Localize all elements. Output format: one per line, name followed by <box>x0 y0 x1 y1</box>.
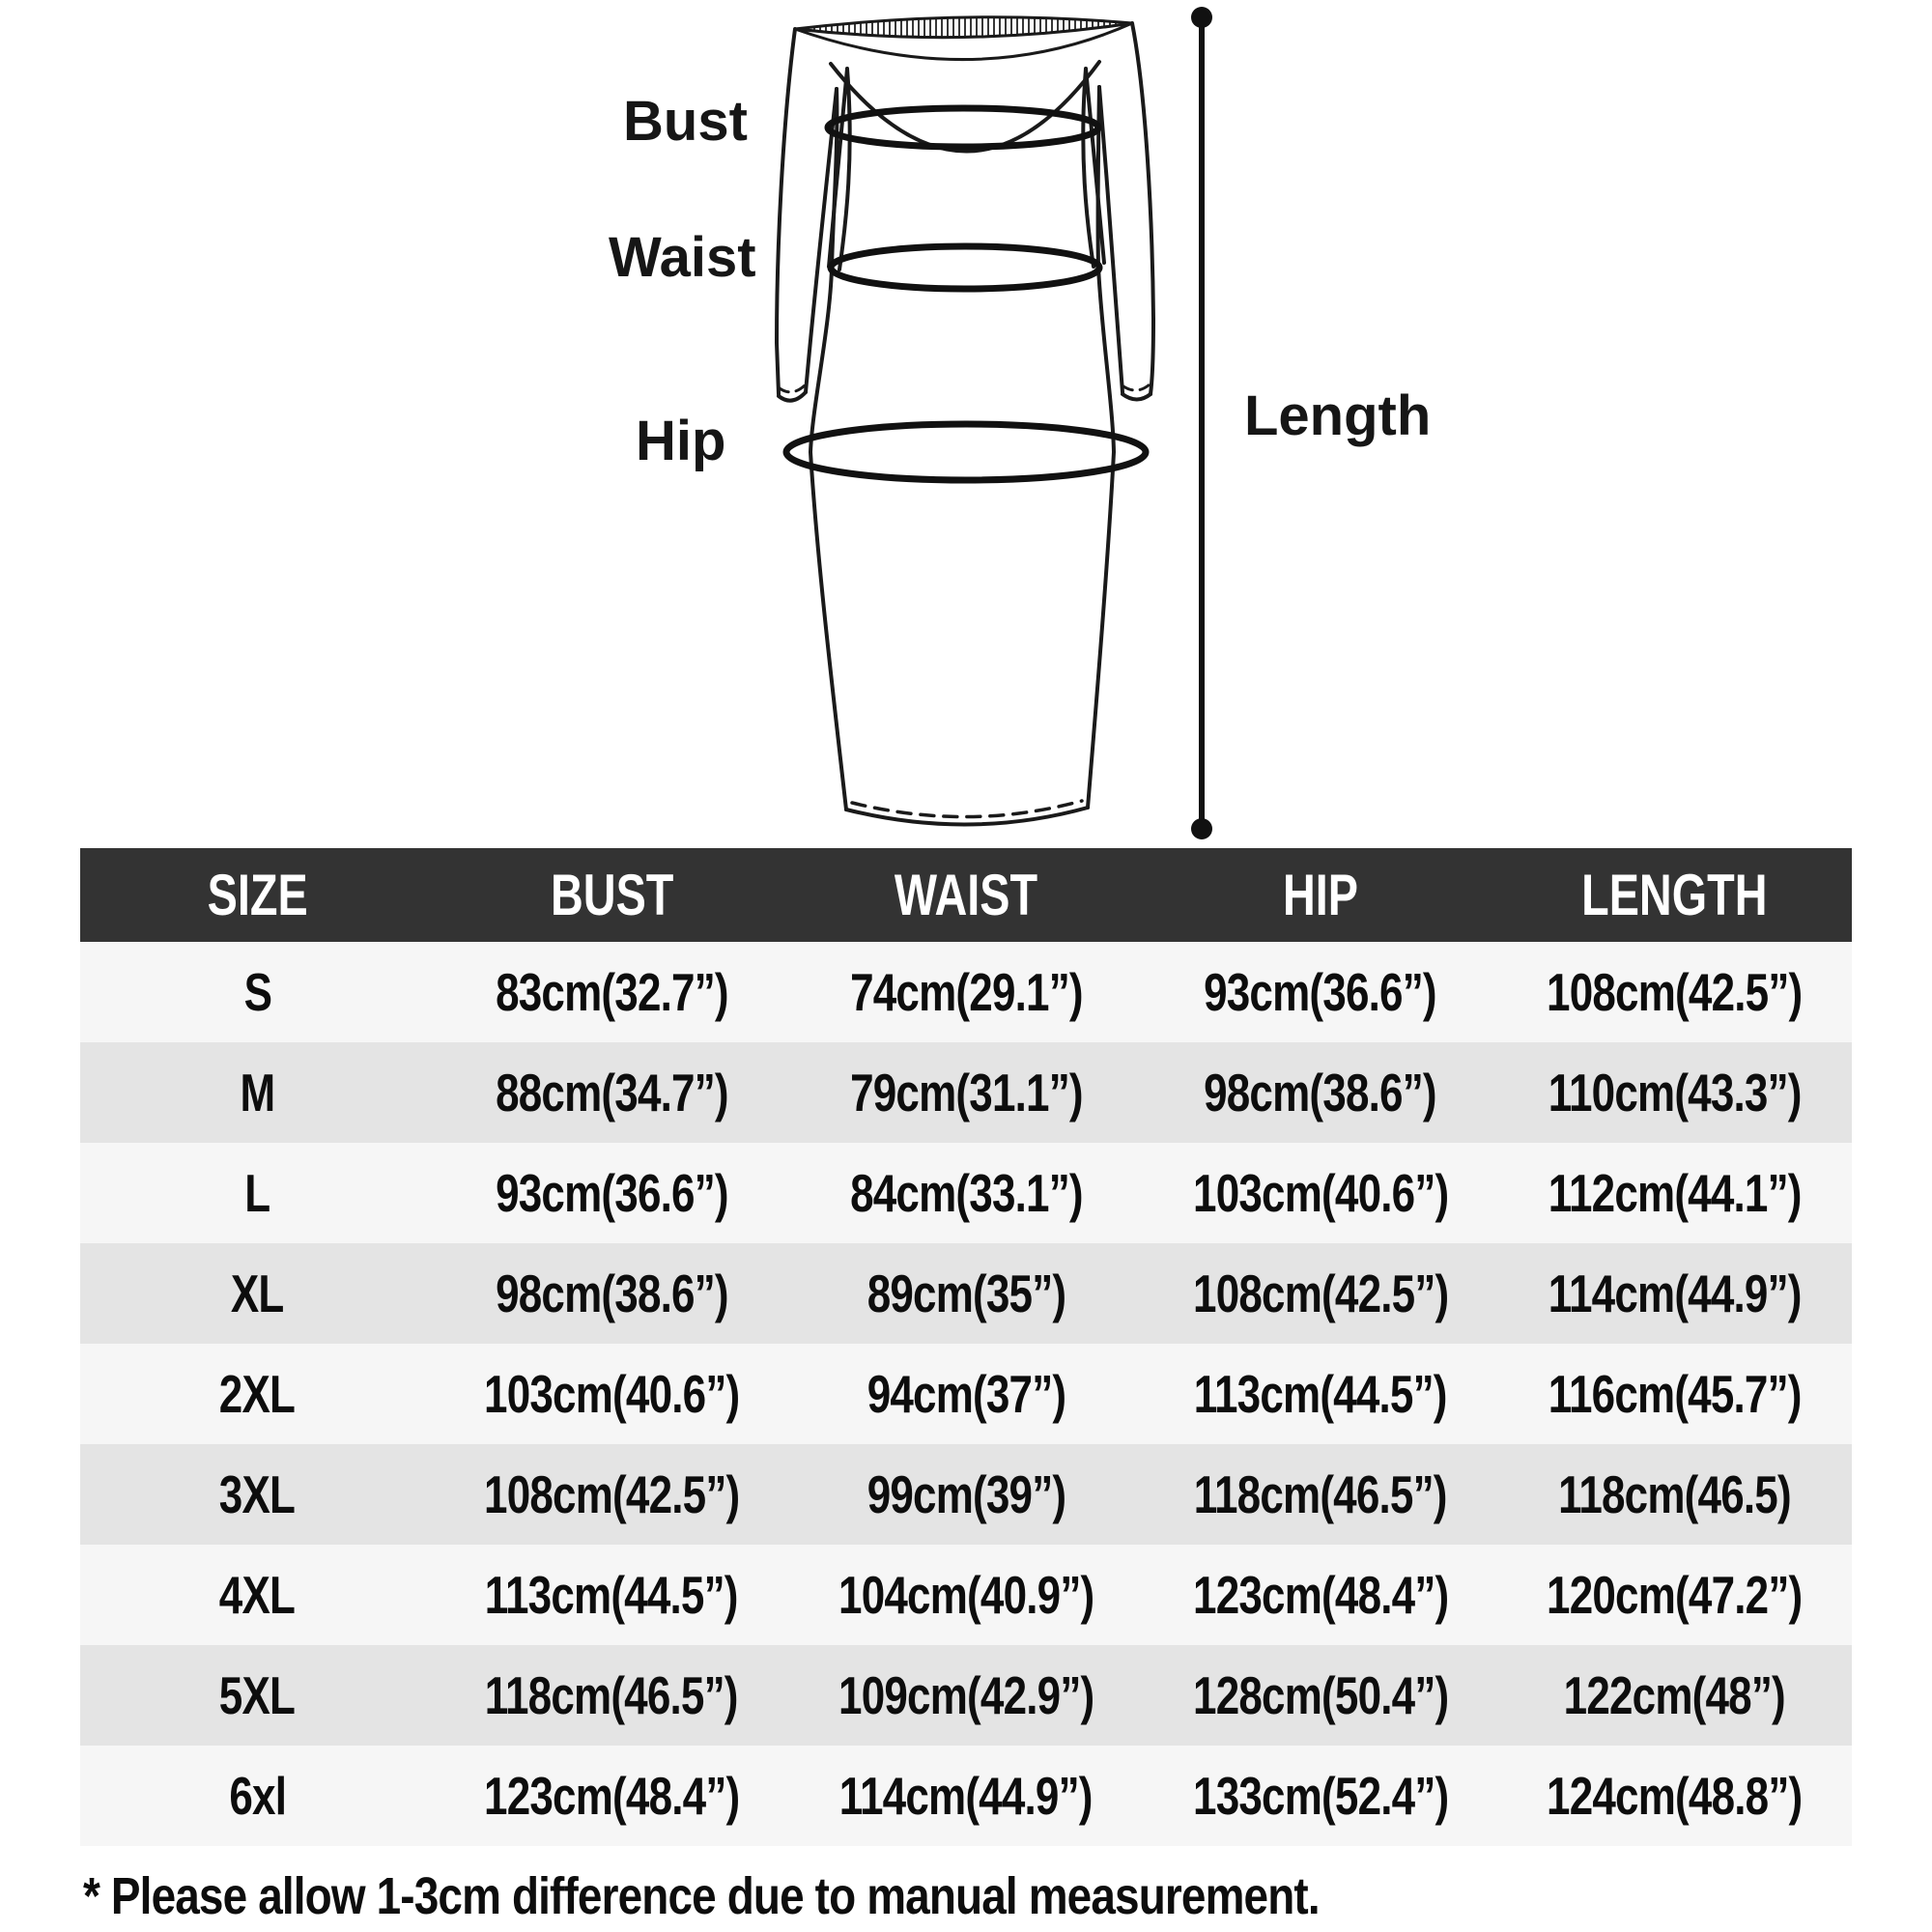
table-cell: 123cm(48.4”) <box>484 1765 740 1826</box>
table-row-5xl <box>80 1645 1852 1746</box>
table-cell: 118cm(46.5”) <box>1193 1463 1447 1524</box>
table-cell: 103cm(40.6”) <box>1192 1162 1448 1223</box>
table-cell: 108cm(42.5”) <box>484 1463 740 1524</box>
table-cell: 93cm(36.6”) <box>495 1162 728 1223</box>
bust-label: Bust <box>623 90 748 153</box>
length-label: Length <box>1244 384 1432 447</box>
header-cell-waist: WAIST <box>894 862 1038 927</box>
table-row-xl <box>80 1243 1852 1344</box>
hip-label: Hip <box>636 410 726 472</box>
bust-ellipse <box>828 108 1098 147</box>
table-row-4xl <box>80 1545 1852 1645</box>
table-cell: 103cm(40.6”) <box>484 1363 740 1424</box>
table-cell: 93cm(36.6”) <box>1204 961 1437 1022</box>
waist-ellipse <box>831 246 1099 289</box>
table-cell: 118cm(46.5) <box>1558 1463 1791 1524</box>
header-cell-length: LENGTH <box>1581 862 1768 927</box>
header-cell-bust: BUST <box>550 862 673 927</box>
table-cell: 88cm(34.7”) <box>495 1062 728 1122</box>
table-row-6xl <box>80 1746 1852 1846</box>
table-cell: 113cm(44.5”) <box>1193 1363 1447 1424</box>
table-cell: 74cm(29.1”) <box>849 961 1083 1022</box>
hip-ellipse <box>786 424 1146 480</box>
waist-label: Waist <box>609 226 756 289</box>
size-cell: 3XL <box>219 1463 296 1524</box>
table-cell: 122cm(48”) <box>1563 1664 1786 1725</box>
table-cell: 112cm(44.1”) <box>1548 1162 1802 1223</box>
table-cell: 104cm(40.9”) <box>838 1564 1094 1625</box>
table-cell: 83cm(32.7”) <box>495 961 728 1022</box>
table-cell: 108cm(42.5”) <box>1547 961 1803 1022</box>
table-cell: 116cm(45.7”) <box>1548 1363 1802 1424</box>
table-cell: 84cm(33.1”) <box>849 1162 1083 1223</box>
header-cell-hip: HIP <box>1282 862 1358 927</box>
table-row-s <box>80 942 1852 1042</box>
measurement-disclaimer: * Please allow 1-3cm difference due to manual measurement. <box>83 1867 1320 1925</box>
table-cell: 89cm(35”) <box>867 1263 1065 1323</box>
table-row-l <box>80 1143 1852 1243</box>
size-cell: L <box>244 1162 270 1223</box>
table-cell: 123cm(48.4”) <box>1192 1564 1448 1625</box>
table-cell: 108cm(42.5”) <box>1192 1263 1448 1323</box>
dress-diagram-svg <box>0 0 1932 848</box>
size-cell: 2XL <box>219 1363 296 1424</box>
dress-measurement-diagram <box>0 0 1932 848</box>
size-cell: XL <box>231 1263 284 1323</box>
table-row-m <box>80 1042 1852 1143</box>
size-cell: 5XL <box>219 1664 296 1725</box>
table-cell: 110cm(43.3”) <box>1548 1062 1802 1122</box>
table-cell: 118cm(46.5”) <box>485 1664 739 1725</box>
table-row-3xl <box>80 1444 1852 1545</box>
table-cell: 120cm(47.2”) <box>1547 1564 1803 1625</box>
table-header-row <box>80 848 1852 942</box>
table-cell: 79cm(31.1”) <box>849 1062 1083 1122</box>
table-cell: 99cm(39”) <box>867 1463 1065 1524</box>
table-cell: 94cm(37”) <box>867 1363 1065 1424</box>
size-chart-table <box>80 848 1852 1846</box>
table-cell: 98cm(38.6”) <box>1204 1062 1437 1122</box>
table-cell: 113cm(44.5”) <box>485 1564 739 1625</box>
table-cell: 114cm(44.9”) <box>1548 1263 1802 1323</box>
table-cell: 109cm(42.9”) <box>838 1664 1094 1725</box>
dress-neck-band <box>795 17 1132 60</box>
table-cell: 124cm(48.8”) <box>1547 1765 1803 1826</box>
header-cell-size: SIZE <box>207 862 308 927</box>
size-cell: 6xl <box>229 1765 286 1826</box>
length-line <box>1191 7 1212 839</box>
table-cell: 128cm(50.4”) <box>1192 1664 1448 1725</box>
size-cell: M <box>240 1062 275 1122</box>
table-cell: 114cm(44.9”) <box>839 1765 1093 1826</box>
table-cell: 98cm(38.6”) <box>495 1263 728 1323</box>
size-cell: S <box>243 961 271 1022</box>
table-cell: 133cm(52.4”) <box>1192 1765 1448 1826</box>
size-cell: 4XL <box>219 1564 296 1625</box>
table-row-2xl <box>80 1344 1852 1444</box>
